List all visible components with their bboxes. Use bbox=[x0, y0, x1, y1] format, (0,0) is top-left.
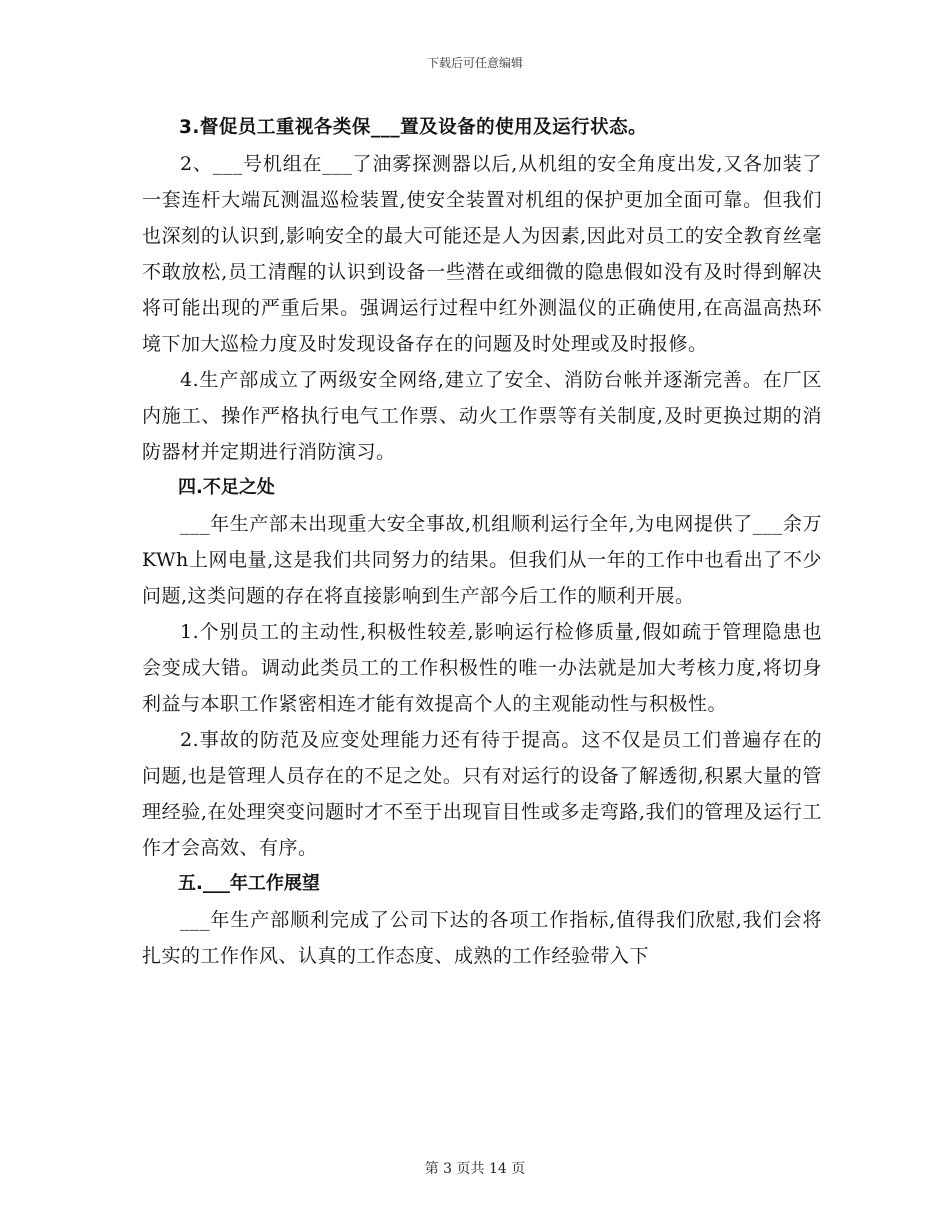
paragraph-shortcoming-2: 2.事故的防范及应变处理能力还有待于提高。这不仅是员工们普遍存在的问题,也是管理人员存在的不足之处。只有对运行的设备了解透彻,积累大量的管理经验,在处理突变问题时才不至于出现盲目性或多走弯路,我们的管理及运行工作才会高效、有序。 bbox=[142, 729, 822, 859]
paragraph-item-4: 4.生产部成立了两级安全网络,建立了安全、消防台帐并逐渐完善。在厂区内施工、操作严格执行电气工作票、动火工作票等有关制度,及时更换过期的消防器材并定期进行消防演习。 bbox=[142, 369, 822, 463]
page-header: 下载后可任意编辑 bbox=[426, 56, 523, 70]
paragraph-item-2: 2、___号机组在___了油雾探测器以后,从机组的安全角度出发,又各加装了一套连杆大端瓦测温巡检装置,使安全装置对机组的保护更加全面可靠。但我们也深刻的认识到,影响安全的最大可能还是人为因素,因此对员工的安全教育丝毫不敢放松,员工清醒的认识到设备一些潜在或细微的隐患假如没有及时得到解决将可能出现的严重后果。强调运行过程中红外测温仪的正确使用,在高温高热环境下加大巡检力度及时发现设备存在的问题及时处理或及时报修。 bbox=[142, 153, 822, 355]
paragraph-shortcomings-intro: ___年生产部未出现重大安全事故,机组顺利运行全年,为电网提供了___余万KWh上网电量,这是我们共同努力的结果。但我们从一年的工作中也看出了不少问题,这类问题的存在将直接影响到生产部今后工作的顺利开展。 bbox=[142, 513, 822, 607]
section-heading-shortcomings: 四.不足之处 bbox=[178, 477, 275, 498]
paragraph-item-3-bold: 3.督促员工重视各类保___置及设备的使用及运行状态。 bbox=[179, 117, 648, 138]
paragraph-outlook: ___年生产部顺利完成了公司下达的各项工作指标,值得我们欣慰,我们会将扎实的工作作风、认真的工作态度、成熟的工作经验带入下 bbox=[142, 909, 822, 967]
paragraph-shortcoming-1: 1.个别员工的主动性,积极性较差,影响运行检修质量,假如疏于管理隐患也会变成大错。调动此类员工的工作积极性的唯一办法就是加大考核力度,将切身利益与本职工作紧密相连才能有效提高个人的主观能动性与积极性。 bbox=[142, 621, 822, 715]
page-footer: 第 3 页共 14 页 bbox=[424, 1161, 526, 1177]
document-body bbox=[142, 110, 822, 974]
section-heading-outlook: 五.___年工作展望 bbox=[178, 873, 320, 894]
